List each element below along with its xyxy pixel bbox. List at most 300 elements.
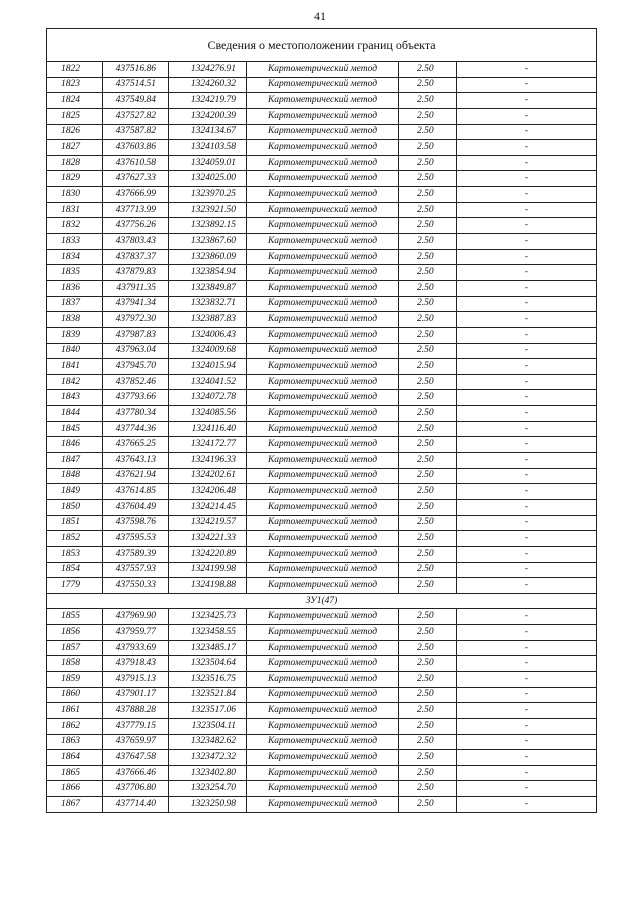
accuracy-cell: 2.50 <box>399 421 457 437</box>
method-cell: Картометрический метод <box>247 609 399 625</box>
extra-cell: - <box>457 108 597 124</box>
coord-x: 437803.43 <box>103 234 169 250</box>
method-cell: Картометрический метод <box>247 468 399 484</box>
accuracy-cell: 2.50 <box>399 343 457 359</box>
extra-cell: - <box>457 625 597 641</box>
method-cell: Картометрический метод <box>247 625 399 641</box>
table-row <box>47 671 597 687</box>
method-cell: Картометрический метод <box>247 296 399 312</box>
extra-cell: - <box>457 171 597 187</box>
point-number: 1838 <box>47 312 103 328</box>
accuracy-cell: 2.50 <box>399 578 457 594</box>
method-cell: Картометрический метод <box>247 359 399 375</box>
table-row <box>47 797 597 813</box>
coord-x: 437837.37 <box>103 249 169 265</box>
coord-y: 1324009.68 <box>169 343 247 359</box>
coord-y: 1324219.79 <box>169 93 247 109</box>
method-cell: Картометрический метод <box>247 453 399 469</box>
table-row <box>47 265 597 281</box>
accuracy-cell: 2.50 <box>399 171 457 187</box>
accuracy-cell: 2.50 <box>399 765 457 781</box>
accuracy-cell: 2.50 <box>399 671 457 687</box>
point-number: 1824 <box>47 93 103 109</box>
table-row <box>47 406 597 422</box>
coord-y: 1323458.55 <box>169 625 247 641</box>
coord-x: 437647.58 <box>103 750 169 766</box>
coord-y: 1324220.89 <box>169 546 247 562</box>
table-row <box>47 312 597 328</box>
extra-cell: - <box>457 77 597 93</box>
method-cell: Картометрический метод <box>247 703 399 719</box>
table-row <box>47 703 597 719</box>
accuracy-cell: 2.50 <box>399 327 457 343</box>
point-number: 1849 <box>47 484 103 500</box>
point-number: 1865 <box>47 765 103 781</box>
coord-y: 1324015.94 <box>169 359 247 375</box>
extra-cell: - <box>457 734 597 750</box>
table-header-row <box>47 29 597 62</box>
coord-y: 1323504.64 <box>169 656 247 672</box>
coord-y: 1324214.45 <box>169 499 247 515</box>
point-number: 1840 <box>47 343 103 359</box>
extra-cell: - <box>457 468 597 484</box>
coord-y: 1324276.91 <box>169 62 247 78</box>
point-number: 1864 <box>47 750 103 766</box>
accuracy-cell: 2.50 <box>399 750 457 766</box>
table-row <box>47 249 597 265</box>
method-cell: Картометрический метод <box>247 578 399 594</box>
coord-y: 1324196.33 <box>169 453 247 469</box>
table-row <box>47 718 597 734</box>
coord-y: 1324202.61 <box>169 468 247 484</box>
boundary-table <box>46 28 597 813</box>
coord-x: 437933.69 <box>103 640 169 656</box>
accuracy-cell: 2.50 <box>399 124 457 140</box>
accuracy-cell: 2.50 <box>399 296 457 312</box>
accuracy-cell: 2.50 <box>399 77 457 93</box>
extra-cell: - <box>457 280 597 296</box>
point-number: 1841 <box>47 359 103 375</box>
extra-cell: - <box>457 703 597 719</box>
extra-cell: - <box>457 218 597 234</box>
point-number: 1835 <box>47 265 103 281</box>
coord-y: 1323402.80 <box>169 765 247 781</box>
table-row <box>47 187 597 203</box>
method-cell: Картометрический метод <box>247 62 399 78</box>
method-cell: Картометрический метод <box>247 171 399 187</box>
method-cell: Картометрический метод <box>247 437 399 453</box>
extra-cell: - <box>457 781 597 797</box>
accuracy-cell: 2.50 <box>399 781 457 797</box>
accuracy-cell: 2.50 <box>399 202 457 218</box>
method-cell: Картометрический метод <box>247 546 399 562</box>
coord-x: 437793.66 <box>103 390 169 406</box>
point-number: 1837 <box>47 296 103 312</box>
coord-y: 1324221.33 <box>169 531 247 547</box>
table-row <box>47 734 597 750</box>
coord-y: 1323867.60 <box>169 234 247 250</box>
point-number: 1867 <box>47 797 103 813</box>
extra-cell: - <box>457 437 597 453</box>
accuracy-cell: 2.50 <box>399 62 457 78</box>
accuracy-cell: 2.50 <box>399 234 457 250</box>
coord-y: 1324041.52 <box>169 374 247 390</box>
accuracy-cell: 2.50 <box>399 703 457 719</box>
table-row <box>47 421 597 437</box>
accuracy-cell: 2.50 <box>399 312 457 328</box>
accuracy-cell: 2.50 <box>399 484 457 500</box>
accuracy-cell: 2.50 <box>399 187 457 203</box>
extra-cell: - <box>457 499 597 515</box>
coord-y: 1324260.32 <box>169 77 247 93</box>
coord-y: 1324085.56 <box>169 406 247 422</box>
accuracy-cell: 2.50 <box>399 140 457 156</box>
method-cell: Картометрический метод <box>247 108 399 124</box>
coord-y: 1323254.70 <box>169 781 247 797</box>
table-row <box>47 140 597 156</box>
extra-cell: - <box>457 546 597 562</box>
table-row <box>47 155 597 171</box>
coord-x: 437918.43 <box>103 656 169 672</box>
table-row <box>47 531 597 547</box>
coord-x: 437595.53 <box>103 531 169 547</box>
point-number: 1854 <box>47 562 103 578</box>
method-cell: Картометрический метод <box>247 202 399 218</box>
point-number: 1827 <box>47 140 103 156</box>
coord-x: 437706.80 <box>103 781 169 797</box>
table-row <box>47 453 597 469</box>
point-number: 1832 <box>47 218 103 234</box>
coord-x: 437514.51 <box>103 77 169 93</box>
coord-x: 437665.25 <box>103 437 169 453</box>
coord-y: 1324200.39 <box>169 108 247 124</box>
extra-cell: - <box>457 296 597 312</box>
table-row <box>47 359 597 375</box>
coord-x: 437587.82 <box>103 124 169 140</box>
method-cell: Картометрический метод <box>247 312 399 328</box>
coord-x: 437879.83 <box>103 265 169 281</box>
table-row <box>47 202 597 218</box>
extra-cell: - <box>457 312 597 328</box>
extra-cell: - <box>457 359 597 375</box>
coord-x: 437941.34 <box>103 296 169 312</box>
accuracy-cell: 2.50 <box>399 499 457 515</box>
point-number: 1843 <box>47 390 103 406</box>
method-cell: Картометрический метод <box>247 218 399 234</box>
method-cell: Картометрический метод <box>247 484 399 500</box>
table-row <box>47 343 597 359</box>
method-cell: Картометрический метод <box>247 187 399 203</box>
coord-x: 437972.30 <box>103 312 169 328</box>
table-row <box>47 280 597 296</box>
coord-x: 437744.36 <box>103 421 169 437</box>
table-row <box>47 484 597 500</box>
method-cell: Картометрический метод <box>247 249 399 265</box>
method-cell: Картометрический метод <box>247 343 399 359</box>
method-cell: Картометрический метод <box>247 797 399 813</box>
coord-y: 1323521.84 <box>169 687 247 703</box>
point-number: 1852 <box>47 531 103 547</box>
coord-y: 1323921.50 <box>169 202 247 218</box>
coord-x: 437598.76 <box>103 515 169 531</box>
point-number: 1848 <box>47 468 103 484</box>
point-number: 1859 <box>47 671 103 687</box>
extra-cell: - <box>457 609 597 625</box>
extra-cell: - <box>457 797 597 813</box>
extra-cell: - <box>457 562 597 578</box>
extra-cell: - <box>457 155 597 171</box>
coord-x: 437557.93 <box>103 562 169 578</box>
accuracy-cell: 2.50 <box>399 437 457 453</box>
table-row <box>47 515 597 531</box>
coord-y: 1323472.32 <box>169 750 247 766</box>
coord-y: 1323517.06 <box>169 703 247 719</box>
accuracy-cell: 2.50 <box>399 797 457 813</box>
extra-cell: - <box>457 484 597 500</box>
point-number: 1834 <box>47 249 103 265</box>
extra-cell: - <box>457 421 597 437</box>
coord-x: 437852.46 <box>103 374 169 390</box>
coord-y: 1324134.67 <box>169 124 247 140</box>
extra-cell: - <box>457 93 597 109</box>
method-cell: Картометрический метод <box>247 765 399 781</box>
coord-x: 437780.34 <box>103 406 169 422</box>
coord-x: 437756.26 <box>103 218 169 234</box>
method-cell: Картометрический метод <box>247 93 399 109</box>
method-cell: Картометрический метод <box>247 734 399 750</box>
extra-cell: - <box>457 390 597 406</box>
table-row <box>47 609 597 625</box>
method-cell: Картометрический метод <box>247 421 399 437</box>
accuracy-cell: 2.50 <box>399 374 457 390</box>
accuracy-cell: 2.50 <box>399 734 457 750</box>
accuracy-cell: 2.50 <box>399 718 457 734</box>
coord-y: 1323485.17 <box>169 640 247 656</box>
accuracy-cell: 2.50 <box>399 531 457 547</box>
point-number: 1850 <box>47 499 103 515</box>
point-number: 1830 <box>47 187 103 203</box>
table-row <box>47 781 597 797</box>
coord-y: 1323854.94 <box>169 265 247 281</box>
table-row <box>47 656 597 672</box>
extra-cell: - <box>457 515 597 531</box>
coord-y: 1323425.73 <box>169 609 247 625</box>
coord-x: 437911.35 <box>103 280 169 296</box>
section-row <box>47 593 597 609</box>
extra-cell: - <box>457 578 597 594</box>
table-row <box>47 499 597 515</box>
coord-y: 1324199.98 <box>169 562 247 578</box>
point-number: 1836 <box>47 280 103 296</box>
point-number: 1823 <box>47 77 103 93</box>
extra-cell: - <box>457 249 597 265</box>
coord-x: 437603.86 <box>103 140 169 156</box>
table-row <box>47 62 597 78</box>
extra-cell: - <box>457 343 597 359</box>
extra-cell: - <box>457 124 597 140</box>
table-row <box>47 218 597 234</box>
accuracy-cell: 2.50 <box>399 93 457 109</box>
table-row <box>47 77 597 93</box>
table-row <box>47 640 597 656</box>
method-cell: Картометрический метод <box>247 265 399 281</box>
point-number: 1845 <box>47 421 103 437</box>
point-number: 1856 <box>47 625 103 641</box>
accuracy-cell: 2.50 <box>399 625 457 641</box>
extra-cell: - <box>457 140 597 156</box>
accuracy-cell: 2.50 <box>399 359 457 375</box>
coord-x: 437945.70 <box>103 359 169 375</box>
coord-x: 437779.15 <box>103 718 169 734</box>
coord-y: 1324059.01 <box>169 155 247 171</box>
coord-x: 437627.33 <box>103 171 169 187</box>
accuracy-cell: 2.50 <box>399 265 457 281</box>
method-cell: Картометрический метод <box>247 77 399 93</box>
coord-y: 1324116.40 <box>169 421 247 437</box>
accuracy-cell: 2.50 <box>399 280 457 296</box>
table-row <box>47 296 597 312</box>
method-cell: Картометрический метод <box>247 124 399 140</box>
accuracy-cell: 2.50 <box>399 562 457 578</box>
point-number: 1861 <box>47 703 103 719</box>
method-cell: Картометрический метод <box>247 499 399 515</box>
point-number: 1826 <box>47 124 103 140</box>
point-number: 1860 <box>47 687 103 703</box>
accuracy-cell: 2.50 <box>399 609 457 625</box>
page-number: 41 <box>314 9 326 23</box>
coord-y: 1323892.15 <box>169 218 247 234</box>
coord-x: 437969.90 <box>103 609 169 625</box>
extra-cell: - <box>457 453 597 469</box>
method-cell: Картометрический метод <box>247 280 399 296</box>
table-row <box>47 390 597 406</box>
extra-cell: - <box>457 765 597 781</box>
method-cell: Картометрический метод <box>247 406 399 422</box>
accuracy-cell: 2.50 <box>399 687 457 703</box>
point-number: 1825 <box>47 108 103 124</box>
point-number: 1833 <box>47 234 103 250</box>
table-row <box>47 562 597 578</box>
method-cell: Картометрический метод <box>247 640 399 656</box>
method-cell: Картометрический метод <box>247 531 399 547</box>
accuracy-cell: 2.50 <box>399 468 457 484</box>
coord-x: 437659.97 <box>103 734 169 750</box>
table-row <box>47 374 597 390</box>
accuracy-cell: 2.50 <box>399 515 457 531</box>
table-row <box>47 687 597 703</box>
extra-cell: - <box>457 187 597 203</box>
coord-y: 1324072.78 <box>169 390 247 406</box>
method-cell: Картометрический метод <box>247 327 399 343</box>
point-number: 1855 <box>47 609 103 625</box>
table-row <box>47 171 597 187</box>
section-label: ЗУ1(47) <box>47 593 597 609</box>
method-cell: Картометрический метод <box>247 656 399 672</box>
method-cell: Картометрический метод <box>247 781 399 797</box>
coord-y: 1323482.62 <box>169 734 247 750</box>
point-number: 1862 <box>47 718 103 734</box>
point-number: 1822 <box>47 62 103 78</box>
method-cell: Картометрический метод <box>247 687 399 703</box>
coord-x: 437550.33 <box>103 578 169 594</box>
method-cell: Картометрический метод <box>247 750 399 766</box>
coord-x: 437621.94 <box>103 468 169 484</box>
table-title: Сведения о местоположении границ объекта <box>47 29 597 62</box>
point-number: 1844 <box>47 406 103 422</box>
coord-x: 437516.86 <box>103 62 169 78</box>
point-number: 1851 <box>47 515 103 531</box>
method-cell: Картометрический метод <box>247 140 399 156</box>
table-row <box>47 765 597 781</box>
coord-x: 437643.13 <box>103 453 169 469</box>
point-number: 1857 <box>47 640 103 656</box>
point-number: 1831 <box>47 202 103 218</box>
point-number: 1863 <box>47 734 103 750</box>
coord-y: 1323832.71 <box>169 296 247 312</box>
point-number: 1779 <box>47 578 103 594</box>
extra-cell: - <box>457 62 597 78</box>
point-number: 1846 <box>47 437 103 453</box>
point-number: 1842 <box>47 374 103 390</box>
point-number: 1828 <box>47 155 103 171</box>
table-row <box>47 437 597 453</box>
point-number: 1858 <box>47 656 103 672</box>
table-row <box>47 578 597 594</box>
table-row <box>47 124 597 140</box>
method-cell: Картометрический метод <box>247 155 399 171</box>
method-cell: Картометрический метод <box>247 390 399 406</box>
table-row <box>47 750 597 766</box>
coord-y: 1323860.09 <box>169 249 247 265</box>
coord-y: 1324198.88 <box>169 578 247 594</box>
coord-y: 1324025.00 <box>169 171 247 187</box>
table-row <box>47 234 597 250</box>
coord-x: 437604.49 <box>103 499 169 515</box>
coord-x: 437713.99 <box>103 202 169 218</box>
method-cell: Картометрический метод <box>247 515 399 531</box>
table-row <box>47 468 597 484</box>
accuracy-cell: 2.50 <box>399 390 457 406</box>
extra-cell: - <box>457 687 597 703</box>
table-row <box>47 93 597 109</box>
accuracy-cell: 2.50 <box>399 546 457 562</box>
coord-y: 1323887.83 <box>169 312 247 328</box>
accuracy-cell: 2.50 <box>399 406 457 422</box>
coord-x: 437610.58 <box>103 155 169 171</box>
extra-cell: - <box>457 265 597 281</box>
method-cell: Картометрический метод <box>247 374 399 390</box>
coord-y: 1323504.11 <box>169 718 247 734</box>
extra-cell: - <box>457 374 597 390</box>
table-row <box>47 108 597 124</box>
coord-x: 437549.84 <box>103 93 169 109</box>
extra-cell: - <box>457 640 597 656</box>
coord-y: 1324103.58 <box>169 140 247 156</box>
table-row <box>47 546 597 562</box>
coord-x: 437666.99 <box>103 187 169 203</box>
extra-cell: - <box>457 202 597 218</box>
coord-y: 1323516.75 <box>169 671 247 687</box>
point-number: 1866 <box>47 781 103 797</box>
coord-x: 437901.17 <box>103 687 169 703</box>
point-number: 1847 <box>47 453 103 469</box>
accuracy-cell: 2.50 <box>399 155 457 171</box>
coord-y: 1324206.48 <box>169 484 247 500</box>
accuracy-cell: 2.50 <box>399 108 457 124</box>
extra-cell: - <box>457 656 597 672</box>
coord-x: 437959.77 <box>103 625 169 641</box>
point-number: 1853 <box>47 546 103 562</box>
